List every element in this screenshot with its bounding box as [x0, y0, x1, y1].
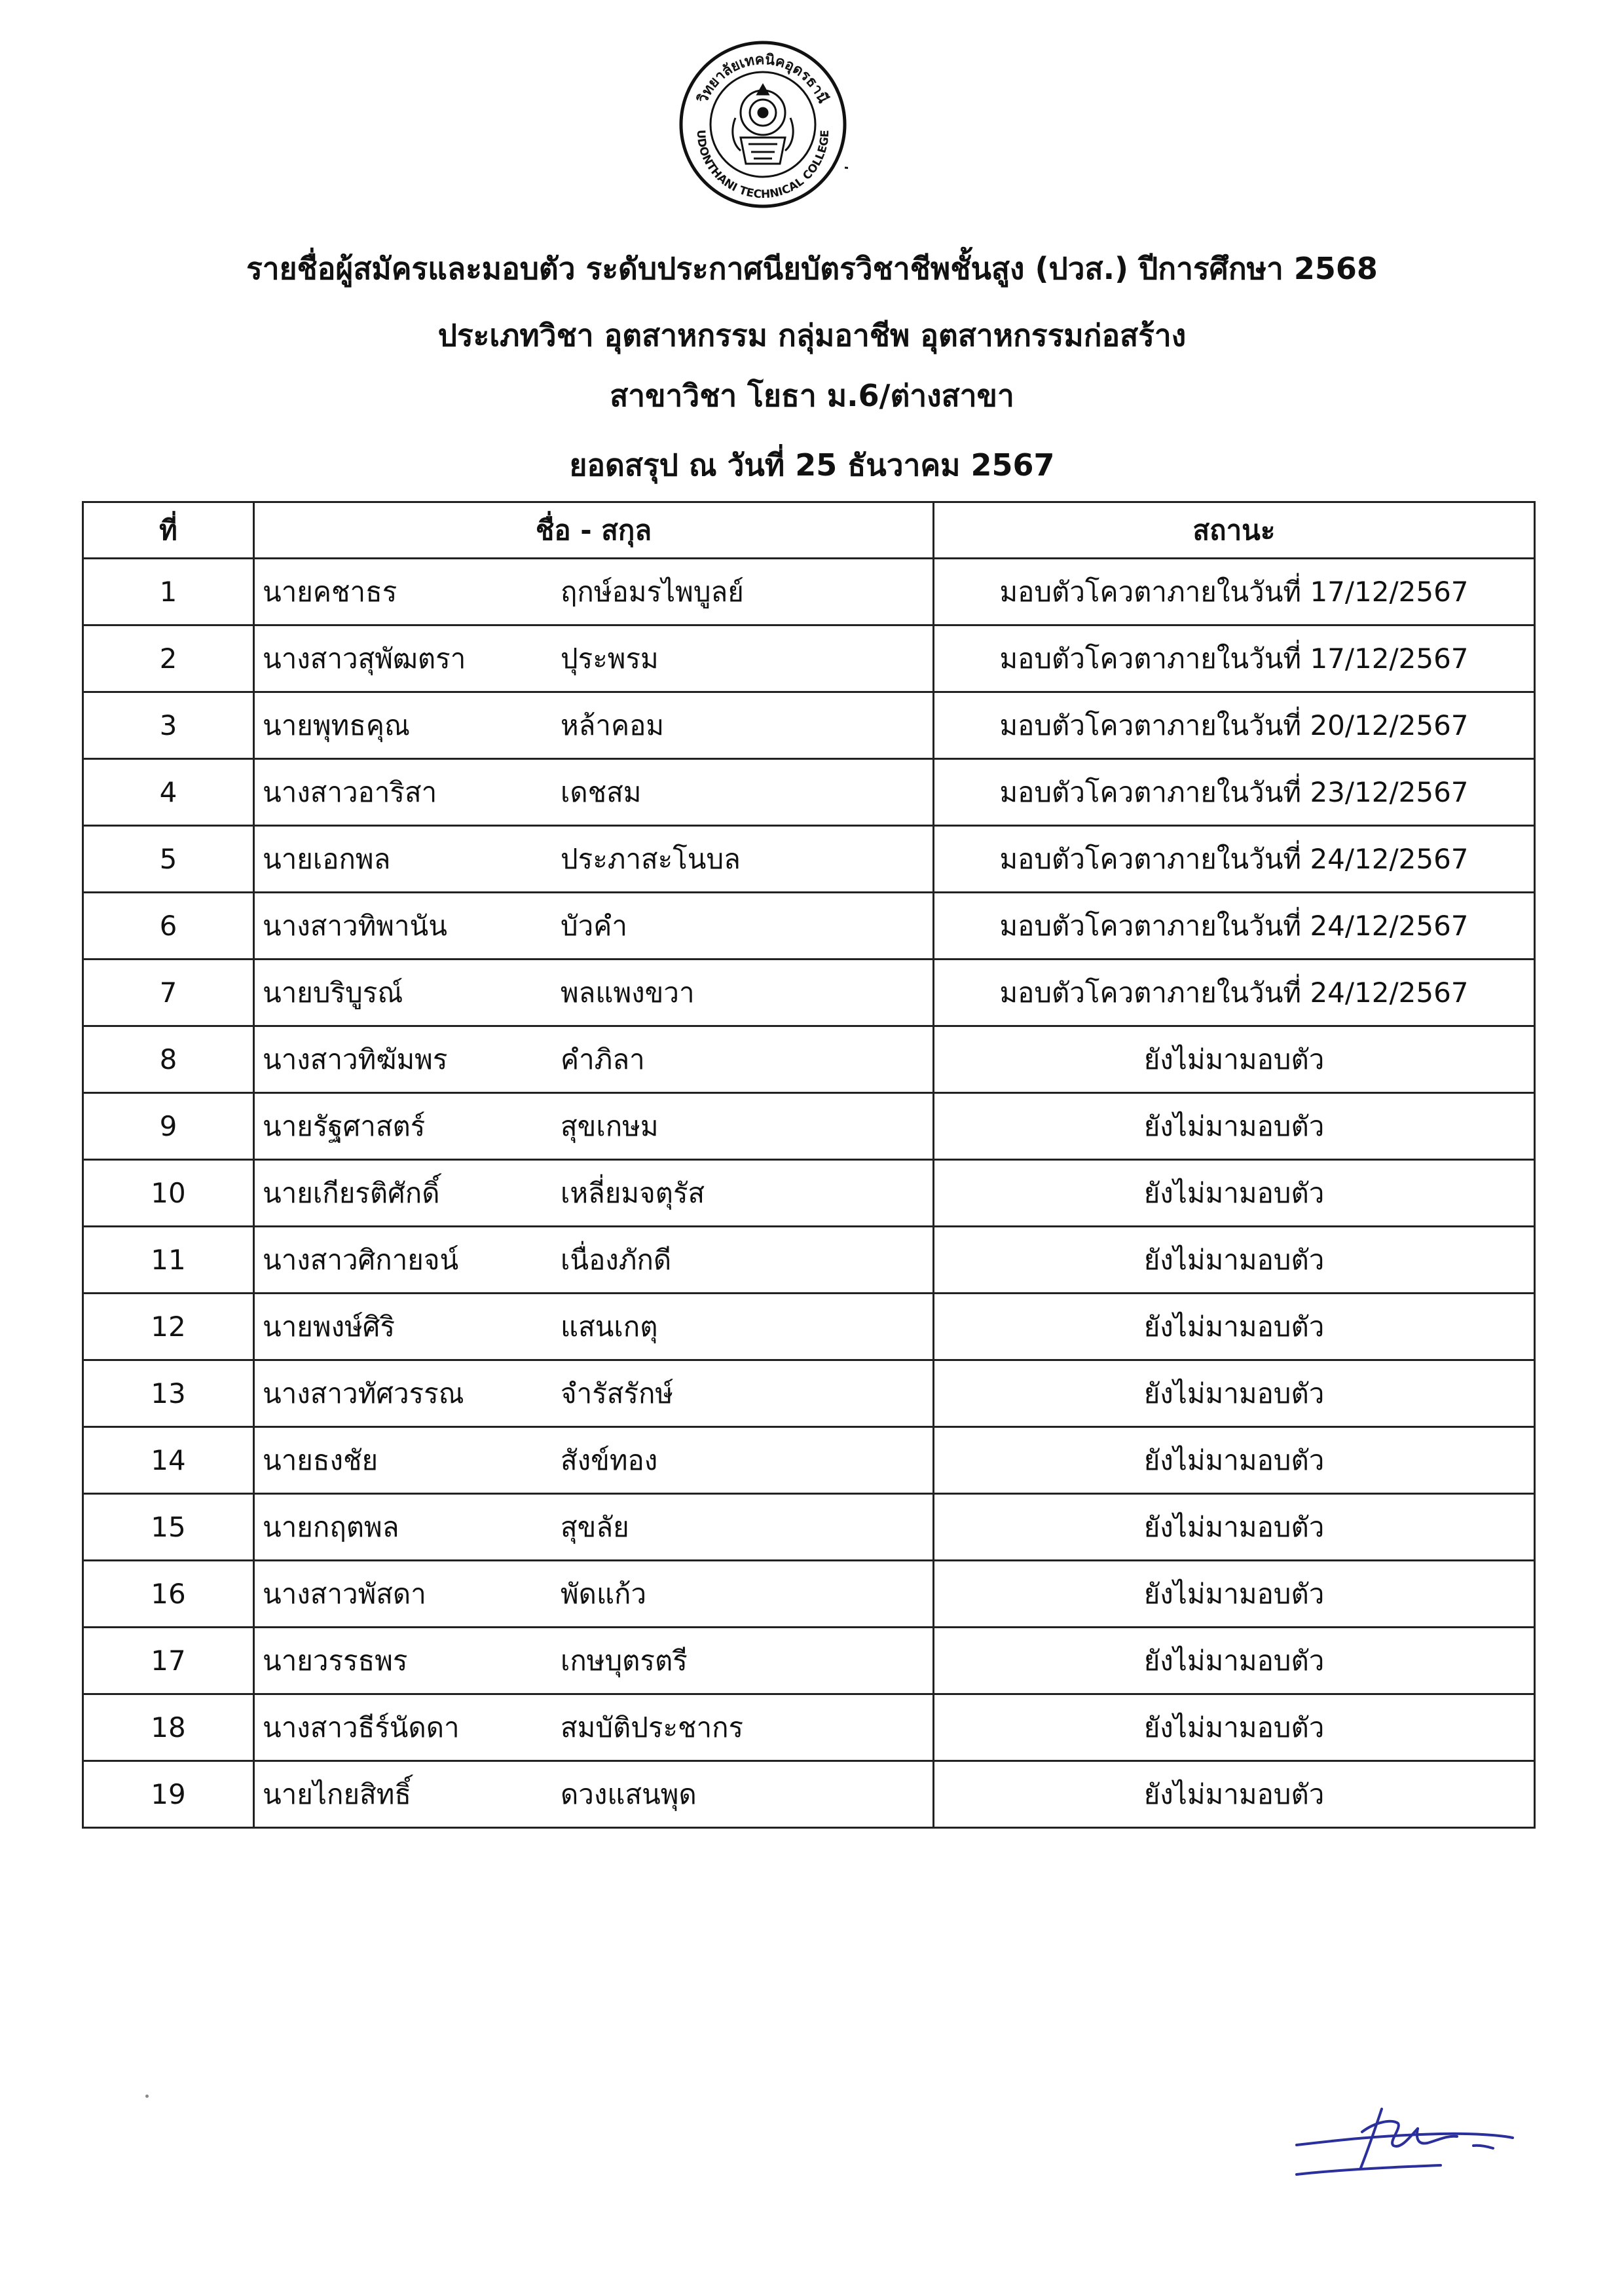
row-number: 16 [83, 1561, 254, 1628]
row-status: ยังไม่มามอบตัว [934, 1761, 1535, 1828]
document-title: รายชื่อผู้สมัครและมอบตัว ระดับประกาศนียบัตรวิชาชีพชั้นสูง (ปวส.) ปีการศึกษา 2568 [246, 251, 1378, 286]
table-row [83, 826, 1535, 893]
row-number: 19 [83, 1761, 254, 1828]
table-header-row [83, 502, 1535, 559]
header-name: ชื่อ - สกุล [254, 502, 934, 559]
row-full-name [254, 1628, 934, 1694]
last-name: เหลี่ยมจตุรัส [561, 1176, 705, 1209]
row-full-name [254, 692, 934, 759]
row-number: 1 [83, 559, 254, 625]
last-name: เนื่องภักดี [561, 1243, 672, 1276]
row-number: 9 [83, 1093, 254, 1160]
last-name: แสนเกตุ [561, 1310, 658, 1343]
row-status: มอบตัวโควตาภายในวันที่ 24/12/2567 [934, 893, 1535, 960]
last-name: สังข์ทอง [561, 1444, 658, 1476]
header-no: ที่ [83, 502, 254, 559]
last-name: บัวคำ [561, 909, 627, 942]
last-name: ประภาสะโนบล [561, 842, 741, 875]
row-number: 3 [83, 692, 254, 759]
first-name: นางสาวอาริสา [263, 775, 437, 808]
row-status: มอบตัวโควตาภายในวันที่ 20/12/2567 [934, 692, 1535, 759]
row-full-name [254, 1761, 934, 1828]
row-status: ยังไม่มามอบตัว [934, 1093, 1535, 1160]
row-number: 15 [83, 1494, 254, 1561]
table-row [83, 1160, 1535, 1227]
row-number: 2 [83, 625, 254, 692]
row-full-name [254, 826, 934, 893]
row-status: มอบตัวโควตาภายในวันที่ 24/12/2567 [934, 960, 1535, 1026]
table-row [83, 759, 1535, 826]
first-name: นางสาวทิพานัน [263, 909, 447, 942]
last-name: เดชสม [561, 775, 642, 808]
first-name: นายบริบูรณ์ [263, 976, 403, 1009]
last-name: ปุระพรม [561, 642, 659, 675]
row-number: 7 [83, 960, 254, 1026]
row-status: มอบตัวโควตาภายในวันที่ 23/12/2567 [934, 759, 1535, 826]
row-status: มอบตัวโควตาภายในวันที่ 24/12/2567 [934, 826, 1535, 893]
last-name: ดวงแสนพุด [561, 1778, 697, 1810]
row-full-name [254, 1160, 934, 1227]
row-number: 6 [83, 893, 254, 960]
row-full-name [254, 625, 934, 692]
program-type-line: ประเภทวิชา อุตสาหกรรม กลุ่มอาชีพ อุตสาหกรรมก่อสร้าง [437, 318, 1187, 353]
table-row [83, 692, 1535, 759]
header-status: สถานะ [934, 502, 1535, 559]
row-full-name [254, 960, 934, 1026]
first-name: นายเอกพล [263, 842, 391, 875]
signature-mark [1277, 2083, 1526, 2188]
last-name: สุขเกษม [561, 1109, 659, 1142]
first-name: นายเกียรติศักดิ์ [263, 1176, 440, 1209]
table-row [83, 1227, 1535, 1294]
first-name: นางสาวสุพัฒตรา [263, 642, 466, 675]
last-name: จำรัสรักษ์ [561, 1377, 674, 1409]
row-number: 5 [83, 826, 254, 893]
first-name: นายรัฐศาสตร์ [263, 1109, 426, 1142]
row-full-name [254, 1360, 934, 1427]
first-name: นายไกยสิทธิ์ [263, 1778, 412, 1810]
last-name: พัดแก้ว [561, 1577, 647, 1610]
row-status: มอบตัวโควตาภายในวันที่ 17/12/2567 [934, 625, 1535, 692]
row-status: ยังไม่มามอบตัว [934, 1160, 1535, 1227]
row-number: 18 [83, 1694, 254, 1761]
row-full-name [254, 893, 934, 960]
table-row [83, 559, 1535, 625]
table-row [83, 960, 1535, 1026]
row-full-name [254, 559, 934, 625]
row-status: ยังไม่มามอบตัว [934, 1694, 1535, 1761]
first-name: นางสาวศิกายจน์ [263, 1243, 459, 1276]
table-row [83, 1694, 1535, 1761]
last-name: หล้าคอม [561, 709, 665, 741]
applicant-table [82, 501, 1536, 1829]
row-full-name [254, 1427, 934, 1494]
row-number: 8 [83, 1026, 254, 1093]
first-name: นางสาวพัสดา [263, 1577, 426, 1610]
first-name: นายพงษ์ศิริ [263, 1310, 396, 1343]
table-row [83, 1561, 1535, 1628]
first-name: นายคชาธร [263, 575, 397, 608]
table-body [83, 559, 1535, 1828]
row-full-name [254, 1026, 934, 1093]
first-name: นายธงชัย [263, 1444, 378, 1476]
row-full-name [254, 1227, 934, 1294]
table-row [83, 893, 1535, 960]
row-full-name [254, 1694, 934, 1761]
table-row [83, 625, 1535, 692]
college-seal-logo [678, 39, 848, 210]
table-row [83, 1761, 1535, 1828]
table-row [83, 1628, 1535, 1694]
row-status: ยังไม่มามอบตัว [934, 1561, 1535, 1628]
row-number: 13 [83, 1360, 254, 1427]
row-status: ยังไม่มามอบตัว [934, 1628, 1535, 1694]
row-full-name [254, 1561, 934, 1628]
row-number: 4 [83, 759, 254, 826]
row-full-name [254, 1294, 934, 1360]
row-number: 12 [83, 1294, 254, 1360]
row-status: ยังไม่มามอบตัว [934, 1227, 1535, 1294]
last-name: คำภิลา [561, 1043, 645, 1075]
first-name: นางสาวทัศวรรณ [263, 1377, 464, 1409]
last-name: เกษบุตรตรี [561, 1644, 688, 1677]
first-name: นายวรรธพร [263, 1644, 408, 1677]
row-status: ยังไม่มามอบตัว [934, 1294, 1535, 1360]
row-status: ยังไม่มามอบตัว [934, 1427, 1535, 1494]
last-name: สมบัติประชากร [561, 1711, 744, 1743]
row-number: 10 [83, 1160, 254, 1227]
table-row [83, 1093, 1535, 1160]
first-name: นายพุทธคุณ [263, 709, 410, 741]
row-number: 14 [83, 1427, 254, 1494]
table-row [83, 1026, 1535, 1093]
svg-text:วิทยาลัยเทคนิคอุดรธานี: วิทยาลัยเทคนิคอุดรธานี [694, 51, 832, 106]
last-name: สุขลัย [561, 1510, 629, 1543]
table-row [83, 1294, 1535, 1360]
scan-speck [145, 2095, 149, 2098]
summary-date-line: ยอดสรุป ณ วันที่ 25 ธันวาคม 2567 [569, 447, 1055, 483]
row-full-name [254, 1494, 934, 1561]
emblem-icon [733, 85, 793, 164]
last-name: ฤกษ์อมรไพบูลย์ [561, 575, 744, 608]
row-full-name [254, 1093, 934, 1160]
first-name: นายกฤตพล [263, 1510, 399, 1543]
row-number: 17 [83, 1628, 254, 1694]
row-status: มอบตัวโควตาภายในวันที่ 17/12/2567 [934, 559, 1535, 625]
last-name: พลแพงขวา [561, 976, 695, 1009]
table-row [83, 1427, 1535, 1494]
row-status: ยังไม่มามอบตัว [934, 1360, 1535, 1427]
row-status: ยังไม่มามอบตัว [934, 1026, 1535, 1093]
first-name: นางสาวทิฆัมพร [263, 1043, 448, 1075]
row-number: 11 [83, 1227, 254, 1294]
major-line: สาขาวิชา โยธา ม.6/ต่างสาขา [610, 378, 1014, 413]
svg-text:UDONTHANI TECHNICAL COLLEGE: UDONTHANI TECHNICAL COLLEGE [693, 129, 832, 202]
table-row [83, 1360, 1535, 1427]
row-status: ยังไม่มามอบตัว [934, 1494, 1535, 1561]
table-row [83, 1494, 1535, 1561]
row-full-name [254, 759, 934, 826]
first-name: นางสาวธีร์นัดดา [263, 1711, 460, 1743]
